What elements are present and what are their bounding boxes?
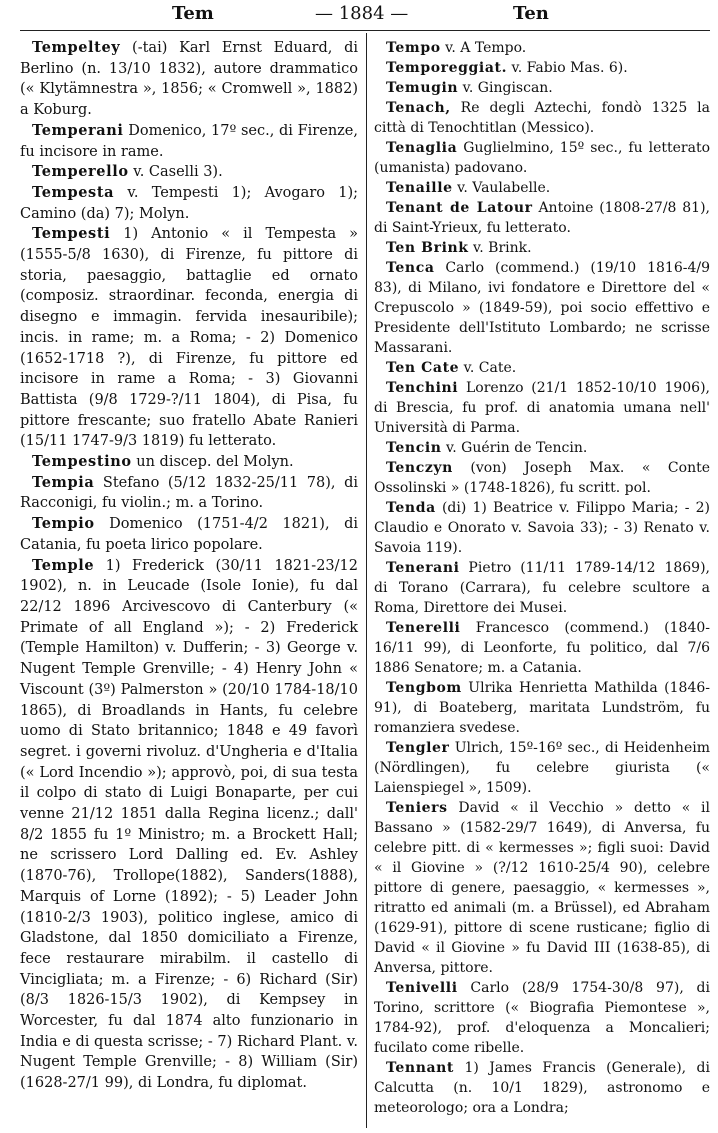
- entry-temperello: [20, 162, 358, 183]
- headword: Temperani: [32, 121, 124, 139]
- entry-text: 1) James Francis (Generale), di Calcutta (n. 10/1 1829), astronomo e meteorologo; ora a Londra;: [374, 1060, 710, 1116]
- headword: Temple: [32, 556, 95, 574]
- entry-tempo: [374, 38, 710, 58]
- headword: Tenerani: [386, 560, 460, 576]
- entry-tengler: [374, 738, 710, 798]
- entry-text: Carlo (commend.) (19/10 1816-4/9 83), di Milano, ivi fondatore e Direttore del « Crepuscolo » (1849-59), poi socio effettivo e Presidente dell'Istituto Lombardo; ne scrisse Massarani.: [374, 260, 710, 356]
- entry-text: (-tai) Karl Ernst Eduard, di Berlino (n. 13/10 1832), autore drammatico (« Klytämnestra », 1856; « Cromwell », 1882) a Koburg.: [20, 40, 358, 119]
- header-rule: [20, 30, 710, 31]
- entry-tenchini: [374, 378, 710, 438]
- headword: Temperello: [32, 163, 129, 181]
- entry-text: Stefano (5/12 1832-25/11 78), di Racconigi, fu violin.; m. a Torino.: [20, 474, 358, 512]
- entry-text: Francesco (commend.) (1840-16/11 99), di Leonforte, fu politico, dal 7/6 1886 Senatore; m. a Catania.: [374, 620, 710, 676]
- entry-ten-brink: [374, 238, 710, 258]
- entry-tempesta: [20, 183, 358, 224]
- headword: Tenchini: [386, 380, 459, 396]
- headword: Tenaglia: [386, 140, 458, 156]
- page-header: [0, 0, 718, 28]
- column-divider: [366, 33, 367, 1128]
- entry-text: v. Guérin de Tencin.: [441, 440, 588, 456]
- entry-text: 1) Frederick (30/11 1821-23/12 1902), n. in Leucade (Isole Ionie), fu dal 22/12 1896 Arcivescovo di Canterbury (« Primate of all England »); - 2) Frederick (Temple Hamilton) v. Dufferin; - 3) George v. Nugent Temple Grenville; - 4) Henry John « Viscount (3º) Palmerston » (20/10 1784-18/10 1865), di Broadlands in Hants, fu celebre uomo di Stato britannico; 1848 e 49 favorì segret. i governi rivoluz. d'Ungheria e d'Italia (« Lord Incendio »); approvò, poi, di sua testa il colpo di stato di Luigi Bonaparte, per cui venne 21/12 1851 dalla Regina licenz.; dall' 8/2 1855 fu 1º Ministro; m. a Brockett Hall; ne scrissero Lord Dalling ed. Ev. Ashley (1870-76), Trollope(1882), Sanders(1888), Marquis of Lorne (1892); - 5) Leader John (1810-2/3 1903), politico inglese, amico di Gladstone, dal 1850 domiciliato a Firenze, fece restaurare mirabilm. il castello di Vincigliata; m. a Firenze; - 6) Richard (Sir) (8/3 1826-15/3 1902), di Kempsey in Worcester, fu dal 1874 alto funzionario in India e di questa scrisse; - 7) Richard Plant. v. Nugent Temple Grenville; - 8) William (Sir) (1628-27/1 99), di Londra, fu diplomat.: [20, 557, 358, 1092]
- headword: Tenach,: [386, 100, 451, 116]
- right-column: [374, 38, 710, 1118]
- headword: Tempesta: [32, 183, 115, 201]
- entry-temple: [20, 556, 358, 1094]
- entry-tenca: [374, 258, 710, 358]
- entry-tempia: [20, 473, 358, 514]
- entry-text: (von) Joseph Max. « Conte Ossolinski » (1748-1826), fu scritt. pol.: [374, 460, 710, 496]
- right-running-head: Ten: [513, 3, 549, 24]
- entry-teniers: [374, 798, 710, 978]
- headword: Tenda: [386, 500, 436, 516]
- entry-text: v. Cate.: [459, 360, 517, 376]
- entry-text: 1) Antonio « il Tempesta » (1555-5/8 1630), di Firenze, fu pittore di storia, paesaggio, battaglie ed ornato (composiz. straordinar. feconda, energia di disegno e immagin. fervida inesauribile); incis. in rame; m. a Roma; - 2) Domenico (1652-1718 ?), di Firenze, fu pittore ed incisore in rame a Roma; - 3) Giovanni Battista (9/8 1729-?/11 1804), di Pisa, fu pittore frescante; suo fratello Abate Ranieri (15/11 1747-9/3 1819) fu letterato.: [20, 226, 358, 450]
- entry-tenaglia: [374, 138, 710, 178]
- headword: Tempo: [386, 40, 441, 56]
- headword: Ten Cate: [386, 360, 460, 376]
- entry-temugin: [374, 78, 710, 98]
- entry-text: v. A Tempo.: [440, 40, 527, 56]
- entry-tenach: [374, 98, 710, 138]
- entry-text: un discep. del Molyn.: [131, 454, 294, 471]
- entry-temporeggiat: [374, 58, 710, 78]
- entry-tempio: [20, 514, 358, 555]
- entry-text: v. Brink.: [468, 240, 532, 256]
- headword: Tenczyn: [386, 460, 453, 476]
- entry-text: v. Vaulabelle.: [452, 180, 551, 196]
- headword: Tenant de Latour: [386, 200, 533, 216]
- entry-tenant-de-latour: [374, 198, 710, 238]
- entry-tenda: [374, 498, 710, 558]
- entry-tencin: [374, 438, 710, 458]
- entry-tenerelli: [374, 618, 710, 678]
- headword: Tenivelli: [386, 980, 458, 996]
- headword: Tenaille: [386, 180, 453, 196]
- headword: Tempesti: [32, 225, 111, 243]
- entry-text: v. Tempesti 1); Avogaro 1); Camino (da) 7); Molyn.: [20, 184, 358, 222]
- entry-text: Ulrich, 15º-16º sec., di Heidenheim (Nördlingen), fu celebre giurista (« Laienspiegel », 1509).: [374, 740, 710, 796]
- headword: Tengler: [386, 740, 450, 756]
- entry-tempesti: [20, 224, 358, 452]
- headword: Temporeggiat.: [386, 60, 508, 76]
- left-running-head: Tem: [172, 3, 214, 24]
- entry-ten-cate: [374, 358, 710, 378]
- entry-text: v. Gingiscan.: [458, 80, 553, 96]
- headword: Tempia: [32, 473, 95, 491]
- headword: Tencin: [386, 440, 442, 456]
- entry-text: v. Fabio Mas. 6).: [507, 60, 628, 76]
- headword: Ten Brink: [386, 240, 469, 256]
- entry-text: v. Caselli 3).: [128, 164, 223, 181]
- entry-text: Antoine (1808-27/8 81), di Saint-Yrieux, fu letterato.: [374, 200, 710, 236]
- headword: Tenca: [386, 260, 435, 276]
- left-column: [20, 38, 358, 1094]
- entry-text: (di) 1) Beatrice v. Filippo Maria; - 2) Claudio e Onorato v. Savoia 33); - 3) Renato v. Savoia 119).: [374, 500, 710, 556]
- entry-text: Re degli Aztechi, fondò 1325 la città di Tenochtitlan (Messico).: [374, 100, 710, 136]
- entry-tenivelli: [374, 978, 710, 1058]
- entry-text: David « il Vecchio » detto « il Bassano » (1582-29/7 1649), di Anversa, fu celebre pitt. di « kermesses »; figli suoi: David « il Giovine » (?/12 1610-25/4 90), celebre pittore di genere, paesaggio, « kermesses », ritratto ed animali (m. a Brüssel), ed Abraham (1629-91), pittore di scene rusticane; figlio di David « il Giovine » fu David III (1638-85), di Anversa, pittore.: [374, 800, 710, 976]
- entry-text: Domenico, 17º sec., di Firenze, fu incisore in rame.: [20, 122, 358, 160]
- entry-tenerani: [374, 558, 710, 618]
- entry-tempestino: [20, 452, 358, 473]
- entry-text: Domenico (1751-4/2 1821), di Catania, fu poeta lirico popolare.: [20, 516, 358, 553]
- headword: Tenerelli: [386, 620, 461, 636]
- headword: Tennant: [386, 1060, 454, 1076]
- entry-text: Guglielmino, 15º sec., fu letterato (umanista) padovano.: [374, 140, 710, 176]
- entry-text: Ulrika Henrietta Mathilda (1846-91), di Boateberg, maritata Lundström, fu romanziera svedese.: [374, 680, 710, 736]
- entry-tengbom: [374, 678, 710, 738]
- entry-temperani: [20, 121, 358, 162]
- headword: Tempio: [32, 515, 95, 533]
- headword: Teniers: [386, 800, 448, 816]
- headword: Tengbom: [386, 680, 462, 696]
- headword: Tempestino: [32, 453, 132, 471]
- entry-tempeltey: [20, 38, 358, 121]
- headword: Temugin: [386, 80, 459, 96]
- entry-text: Lorenzo (21/1 1852-10/10 1906), di Brescia, fu prof. di anatomia umana nell' Università di Parma.: [374, 380, 710, 436]
- page-number: — 1884 —: [315, 3, 409, 24]
- entry-tennant: [374, 1058, 710, 1118]
- entry-tenaille: [374, 178, 710, 198]
- entry-tenczyn: [374, 458, 710, 498]
- headword: Tempeltey: [32, 39, 121, 56]
- entry-text: Carlo (28/9 1754-30/8 97), di Torino, scrittore (« Biografia Piemontese », 1784-92), prof. d'eloquenza a Moncalieri; fucilato come ribelle.: [374, 980, 710, 1056]
- entry-text: Pietro (11/11 1789-14/12 1869), di Torano (Carrara), fu celebre scultore a Roma, Direttore dei Musei.: [374, 560, 710, 616]
